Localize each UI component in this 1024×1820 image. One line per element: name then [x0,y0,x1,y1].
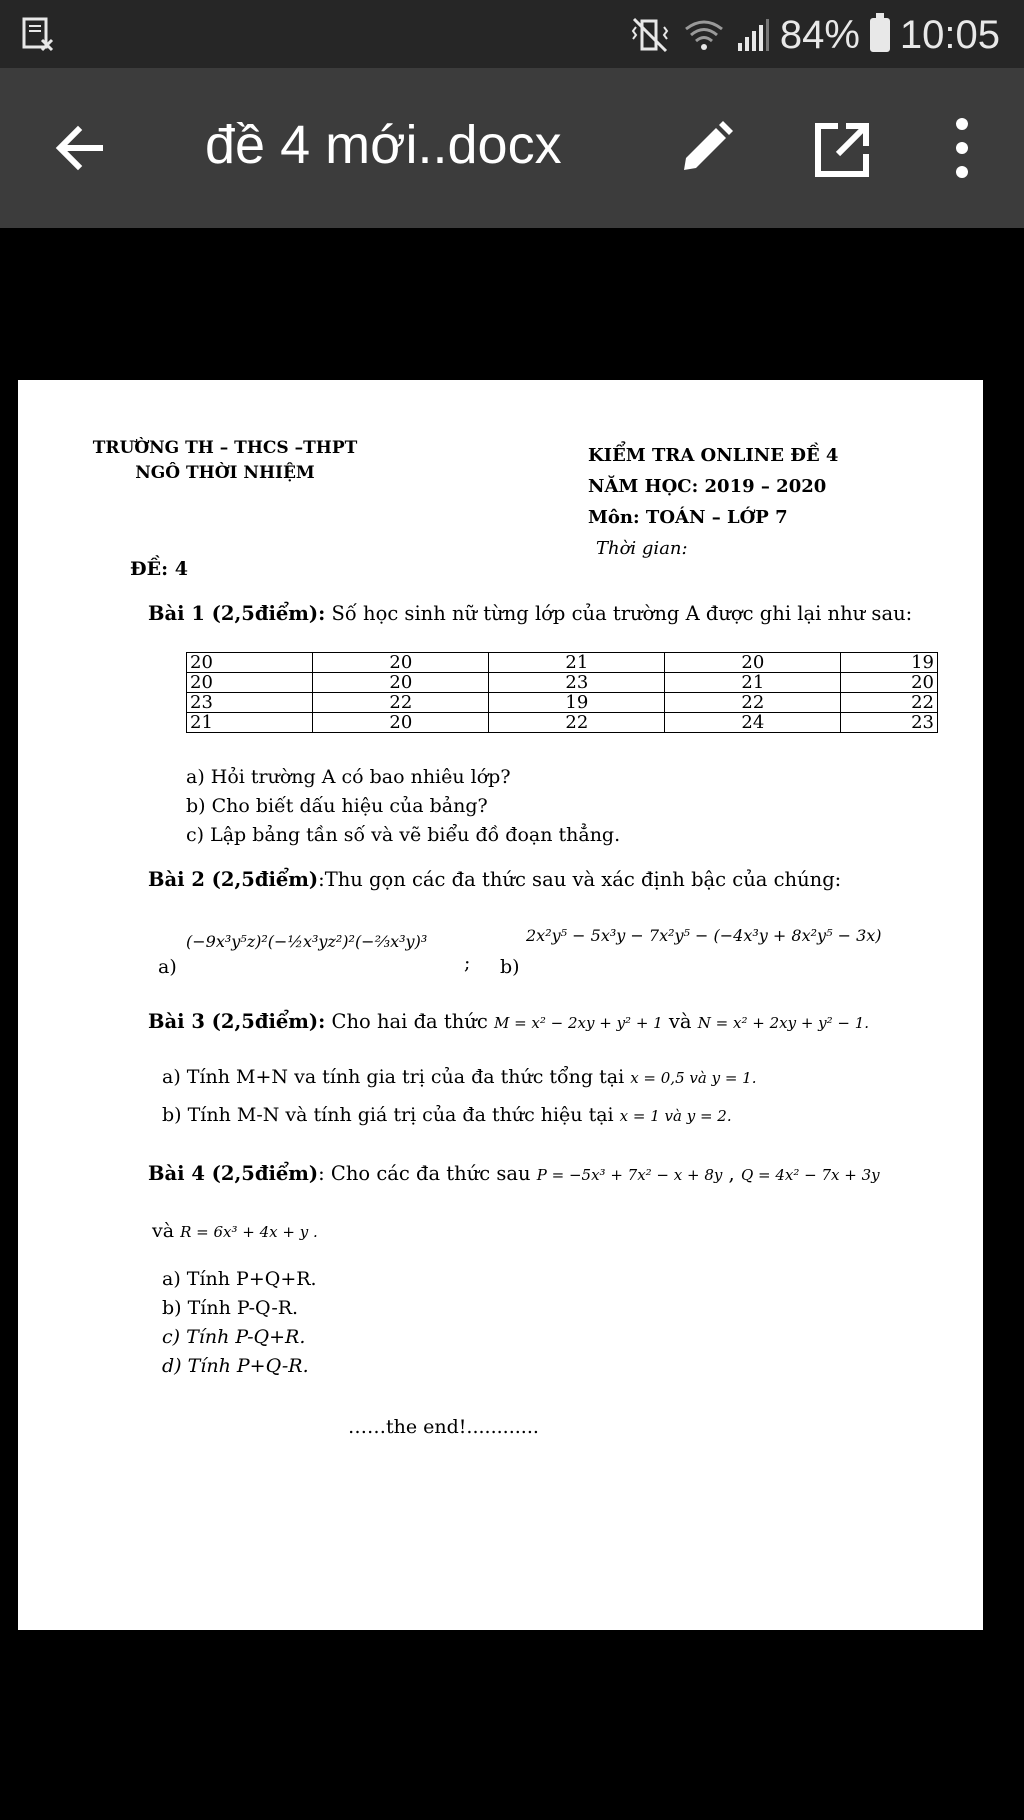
bai3-text: Cho hai đa thức [325,1010,494,1033]
signal-icon [736,15,770,55]
bai4-a: a) Tính P+Q+R. [162,1268,317,1290]
table-cell: 21 [489,653,665,673]
table-cell: 20 [841,673,938,693]
screenshot-icon [20,16,56,52]
bai3-head: Bài 3 (2,5điểm): [148,1010,326,1033]
the-end: ……the end!............ [348,1416,539,1438]
wifi-icon [682,15,726,55]
table-cell: 22 [665,693,841,713]
bai3-N: N = x² + 2xy + y² − 1. [697,1014,870,1032]
document-page[interactable] [18,380,983,1630]
table-cell: 23 [187,693,313,713]
bai4-comma: , [722,1162,741,1185]
bai2-heading [148,868,841,891]
bai3-a-text: a) Tính M+N va tính gia trị của đa thức tổng tại [162,1066,631,1088]
battery-percent: 84% [779,12,860,57]
bai1-c: c) Lập bảng tần số và vẽ biểu đồ đoạn thẳng. [186,824,621,846]
data-table [186,652,938,733]
table-cell: 22 [489,713,665,733]
table-cell: 21 [665,673,841,693]
bai2-a-expr: (−9x³y⁵z)²(−½x³yz²)²(−⅔x³y)³ [186,932,428,951]
bai4-P: P = −5x³ + 7x² − x + 8y [536,1166,723,1184]
table-cell: 23 [841,713,938,733]
table-row [187,713,938,733]
bai4-c: c) Tính P-Q+R. [162,1326,306,1348]
table-cell: 20 [665,653,841,673]
bai4-R: R = 6x³ + 4x + y . [180,1223,318,1241]
table-cell: 22 [313,693,489,713]
bai3-M: M = x² − 2xy + y² + 1 [493,1014,663,1032]
bai2-text: :Thu gọn các đa thức sau và xác định bậc của chúng: [318,868,842,891]
school-year: NĂM HỌC: 2019 – 2020 [588,476,827,497]
open-external-icon[interactable] [812,120,872,180]
bai2-head: Bài 2 (2,5điểm) [148,868,319,891]
bai4-text: : Cho các đa thức sau [318,1162,537,1185]
bai3-va: và [662,1010,698,1033]
table-row [187,693,938,713]
bai4-Q: Q = 4x² − 7x + 3y [740,1166,880,1184]
bai4-d: d) Tính P+Q-R. [162,1355,309,1377]
table-cell: 19 [489,693,665,713]
exam-title: KIỂM TRA ONLINE ĐỀ 4 [588,445,839,466]
clock: 10:05 [899,12,1000,57]
bai4-va: và [152,1220,181,1242]
school-header [90,436,360,486]
exam-header [588,440,838,564]
school-line2: NGÔ THỜI NHIỆM [135,463,315,483]
table-cell: 20 [187,673,313,693]
bai1-heading [148,602,912,625]
bai3-b-text: b) Tính M-N và tính giá trị của đa thức hiệu tại [162,1104,620,1126]
table-cell: 22 [841,693,938,713]
table-cell: 19 [841,653,938,673]
table-cell: 24 [665,713,841,733]
bai2-b-label: b) [500,956,520,978]
bai4-r-line [152,1220,318,1242]
edit-pencil-icon[interactable] [676,118,736,178]
mute-vibrate-icon [630,15,672,55]
table-row [187,653,938,673]
bai4-heading [148,1162,880,1185]
bai1-text: Số học sinh nữ từng lớp của trường A được ghi lại như sau: [325,602,913,625]
bai1-a: a) Hỏi trường A có bao nhiêu lớp? [186,766,511,788]
bai2-a-label: a) [158,956,177,978]
subject: Môn: TOÁN – LỚP 7 [588,507,788,528]
table-cell: 20 [187,653,313,673]
bai2-b-expr: 2x²y⁵ − 5x³y − 7x²y⁵ − (−4x³y + 8x²y⁵ − 3x) [526,926,882,945]
time-label: Thời gian: [596,538,688,559]
more-vert-icon[interactable] [948,116,976,180]
table-cell: 23 [489,673,665,693]
bai3-b [162,1104,732,1126]
de-label: ĐỀ: 4 [130,558,188,580]
table-cell: 21 [187,713,313,733]
bai2-sep: ; [464,952,471,974]
table-cell: 20 [313,713,489,733]
document-title: đề 4 mới..docx [205,115,562,175]
bai3-heading [148,1010,869,1033]
back-arrow-icon[interactable] [52,120,108,176]
battery-icon [870,18,890,52]
table-row [187,673,938,693]
table-cell: 20 [313,673,489,693]
bai1-b: b) Cho biết dấu hiệu của bảng? [186,795,488,817]
bai1-head: Bài 1 (2,5điểm): [148,602,326,625]
school-line1: TRƯỜNG TH – THCS –THPT [92,438,358,458]
bai3-a-math: x = 0,5 và y = 1. [630,1069,757,1087]
bai4-head: Bài 4 (2,5điểm) [148,1162,319,1185]
app-bar [0,68,1024,228]
table-cell: 20 [313,653,489,673]
bai3-a [162,1066,756,1088]
bai3-b-math: x = 1 và y = 2. [619,1107,732,1125]
bai4-b: b) Tính P-Q-R. [162,1297,299,1319]
status-bar [0,0,1024,68]
